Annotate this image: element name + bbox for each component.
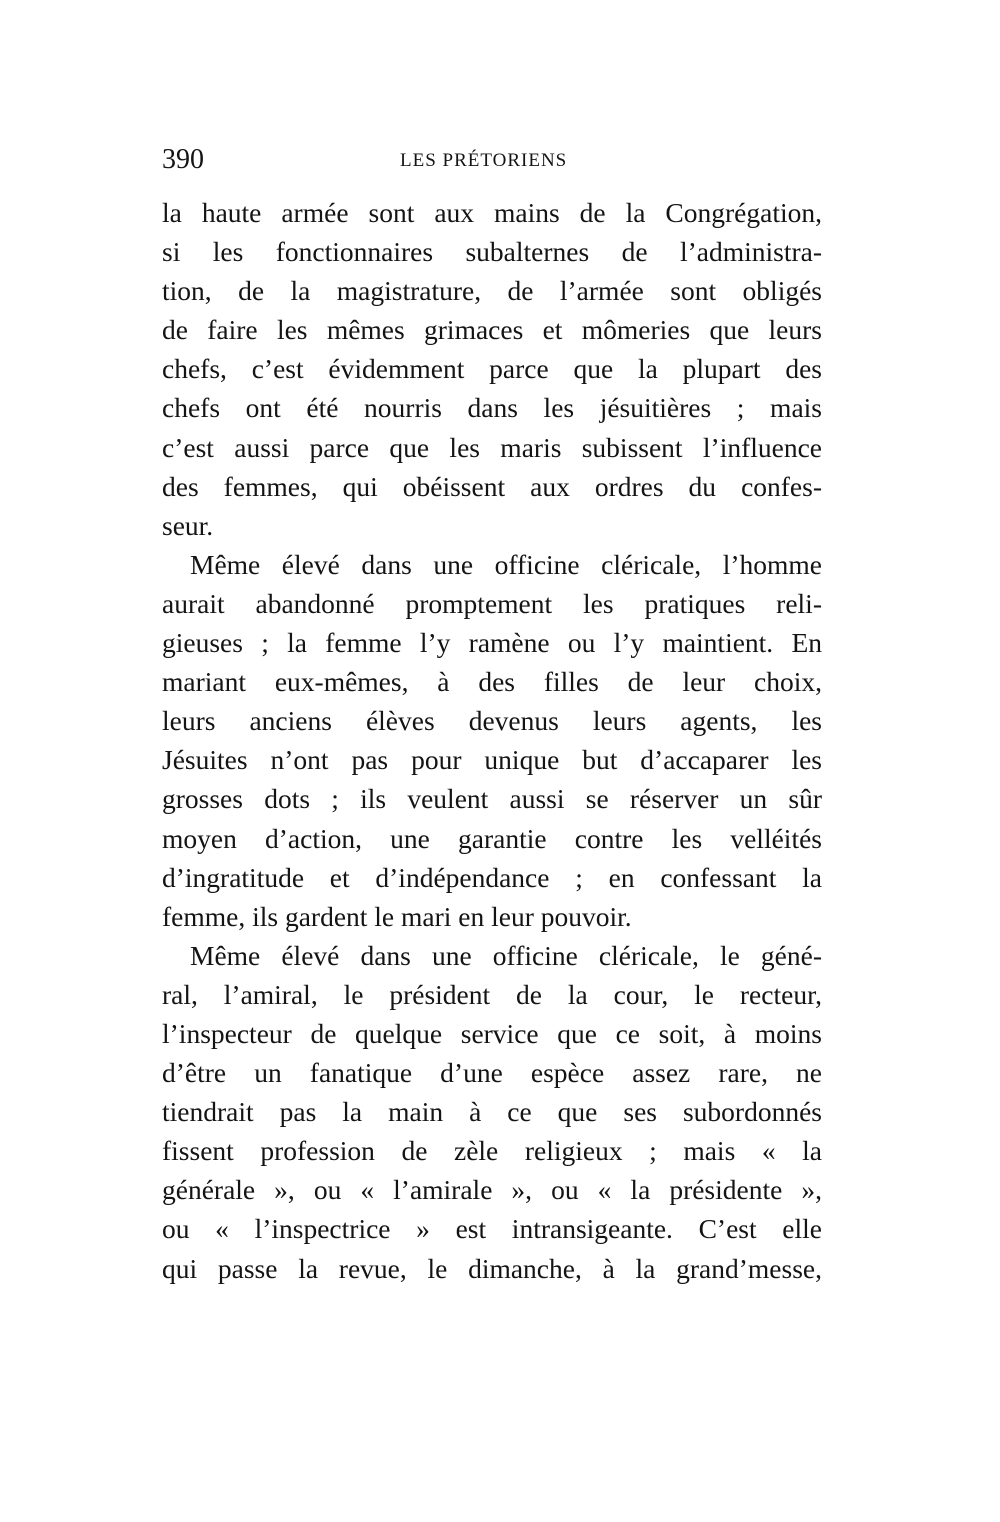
paragraph-1: [162, 193, 822, 545]
text-line: si les fonctionnaires subalternes de l’administra-: [162, 236, 822, 268]
page-number: 390: [162, 144, 204, 175]
running-head: [162, 142, 822, 178]
paragraph-3: [162, 936, 822, 1288]
text-line: tiendrait pas la main à ce que ses subordonnés: [162, 1096, 822, 1128]
text-line: leurs anciens élèves devenus leurs agents, les: [162, 705, 822, 737]
text-line: mariant eux-mêmes, à des filles de leur choix,: [162, 666, 822, 698]
text-line: qui passe la revue, le dimanche, à la grand’messe,: [162, 1252, 822, 1284]
text-line: Jésuites n’ont pas pour unique but d’accaparer les: [162, 744, 822, 776]
running-title: LES PRÉTORIENS: [400, 150, 568, 171]
text-body: [162, 193, 822, 1288]
text-line: tion, de la magistrature, de l’armée sont obligés: [162, 275, 822, 307]
text-line: d’être un fanatique d’une espèce assez rare, ne: [162, 1057, 822, 1089]
paragraph-2: [162, 545, 822, 936]
text-line: gieuses ; la femme l’y ramène ou l’y maintient. En: [162, 627, 822, 659]
text-line: c’est aussi parce que les maris subissent l’influence: [162, 431, 822, 463]
text-line: aurait abandonné promptement les pratiques reli-: [162, 587, 822, 619]
text-line: générale », ou « l’amirale », ou « la présidente »,: [162, 1174, 822, 1206]
text-line: femme, ils gardent le mari en leur pouvoir.: [162, 900, 632, 932]
text-line: d’ingratitude et d’indépendance ; en confessant la: [162, 861, 822, 893]
text-line: Même élevé dans une officine cléricale, le géné-: [190, 939, 822, 971]
text-line: grosses dots ; ils veulent aussi se réserver un sûr: [162, 783, 822, 815]
text-line: chefs, c’est évidemment parce que la plupart des: [162, 353, 822, 385]
text-line: des femmes, qui obéissent aux ordres du confes-: [162, 470, 822, 502]
text-line: Même élevé dans une officine cléricale, l’homme: [190, 548, 822, 580]
text-line: chefs ont été nourris dans les jésuitières ; mais: [162, 392, 822, 424]
text-line: seur.: [162, 509, 214, 541]
text-line: de faire les mêmes grimaces et mômeries que leurs: [162, 314, 822, 346]
text-line: ral, l’amiral, le président de la cour, le recteur,: [162, 978, 822, 1010]
text-line: la haute armée sont aux mains de la Congrégation,: [162, 197, 822, 228]
text-line: moyen d’action, une garantie contre les velléités: [162, 822, 822, 854]
text-line: ou « l’inspectrice » est intransigeante. C’est elle: [162, 1213, 822, 1245]
text-line: l’inspecteur de quelque service que ce soit, à moins: [162, 1017, 822, 1049]
text-line: fissent profession de zèle religieux ; mais « la: [162, 1135, 822, 1167]
